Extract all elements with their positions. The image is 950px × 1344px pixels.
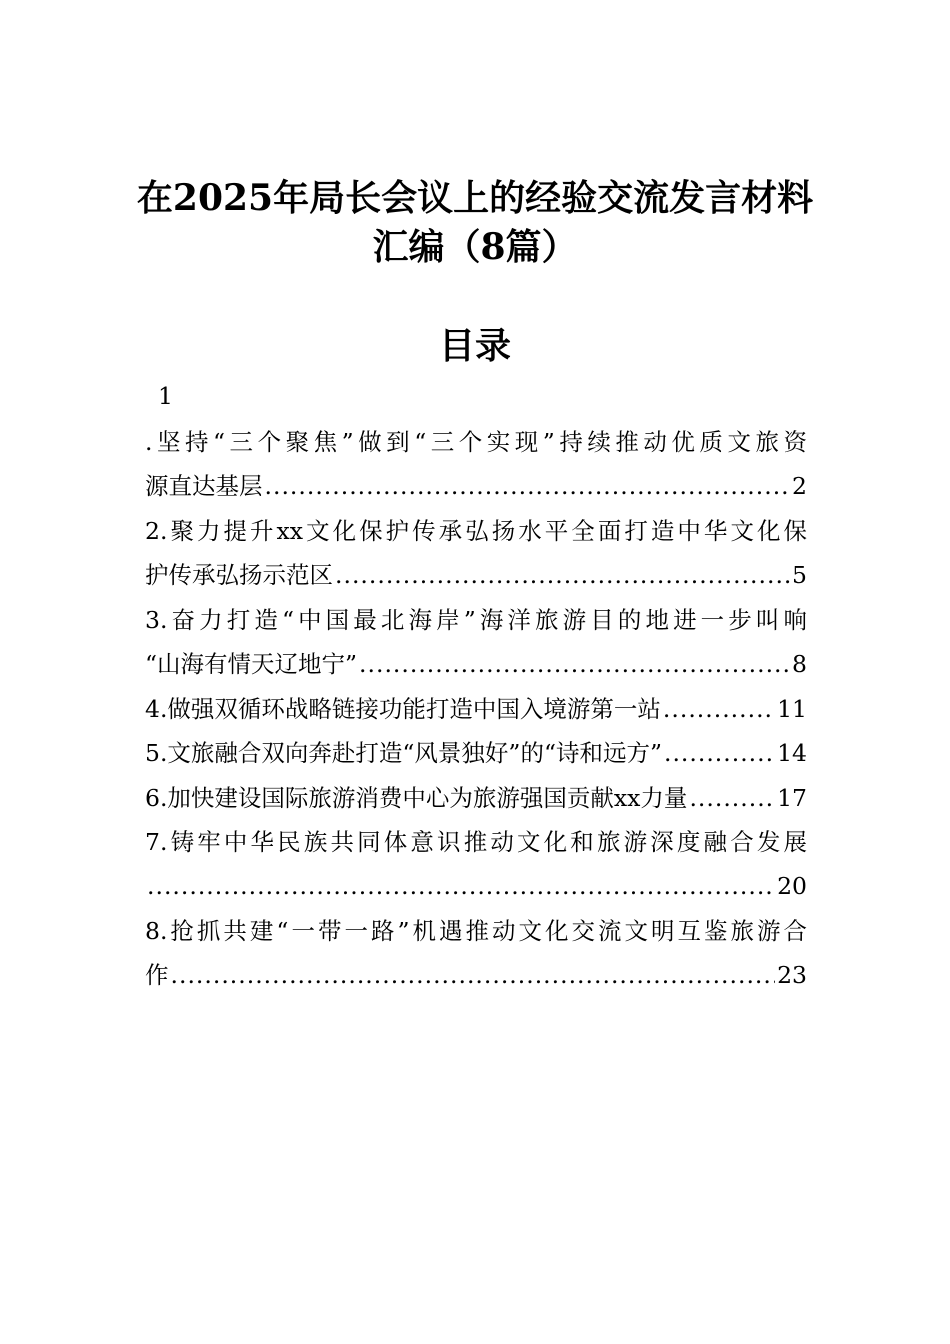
toc-page-number: 14	[777, 739, 807, 767]
toc-entry-8-line-1[interactable]: 8.抢抓共建“一带一路”机遇推动文化交流文明互鉴旅游合	[145, 917, 807, 945]
document-title-line-2: 汇编（8篇）	[372, 226, 578, 268]
toc-entry-text: 6.加快建设国际旅游消费中心为旅游强国贡献xx力量	[145, 784, 688, 812]
toc-entry-text: “山海有情天辽地宁”	[145, 650, 358, 678]
toc-page-number: 11	[777, 695, 807, 723]
toc-entry-4[interactable]	[145, 687, 807, 731]
toc-page-number: 2	[792, 472, 807, 500]
toc-entry-6[interactable]	[145, 776, 807, 820]
toc-entry-7-line-1[interactable]: 7.铸牢中华民族共同体意识推动文化和旅游深度融合发展	[145, 828, 807, 856]
toc-entry-3-line-1[interactable]: 3.奋力打造“中国最北海岸”海洋旅游目的地进一步叫响	[145, 606, 807, 634]
toc-entry-2-line-2[interactable]	[145, 553, 807, 597]
dot-leader	[664, 731, 775, 775]
toc-entry-5[interactable]	[145, 731, 807, 775]
toc-entry-7-line-2[interactable]	[145, 864, 807, 908]
dot-leader	[663, 687, 775, 731]
dot-leader	[265, 464, 791, 508]
document-title-line-1: 在2025年局长会议上的经验交流发言材料	[136, 177, 814, 219]
toc-entry-text: 护传承弘扬示范区	[145, 561, 333, 589]
toc-entry-2-line-1[interactable]: 2.聚力提升xx文化保护传承弘扬水平全面打造中华文化保	[145, 517, 807, 545]
toc-page-number: 8	[792, 650, 807, 678]
toc-page-number: 5	[792, 561, 807, 589]
dot-leader	[359, 642, 790, 686]
dot-leader	[171, 953, 776, 997]
toc-entry-number: 1	[158, 382, 173, 410]
toc-entry-text: 作	[145, 961, 169, 989]
toc-entry-1-number[interactable]	[145, 374, 807, 418]
toc-heading: 目录	[438, 325, 511, 367]
dot-leader	[147, 864, 775, 908]
toc-entry-text: 5.文旅融合双向奔赴打造“风景独好”的“诗和远方”	[145, 739, 662, 767]
toc-entry-text: 源直达基层	[145, 472, 263, 500]
toc-page-number: 20	[777, 872, 807, 900]
toc-entry-3-line-2[interactable]	[145, 642, 807, 686]
dot-leader	[335, 553, 790, 597]
toc-entry-text: 4.做强双循环战略链接功能打造中国入境游第一站	[145, 695, 661, 723]
toc-page-number: 23	[777, 961, 807, 989]
dot-leader	[689, 776, 775, 820]
toc-page-number: 17	[777, 784, 807, 812]
toc-entry-1-line-2[interactable]	[145, 464, 807, 508]
toc-entry-1-line-1[interactable]: .坚持“三个聚焦”做到“三个实现”持续推动优质文旅资	[145, 428, 807, 456]
toc-entry-8-line-2[interactable]	[145, 953, 807, 997]
